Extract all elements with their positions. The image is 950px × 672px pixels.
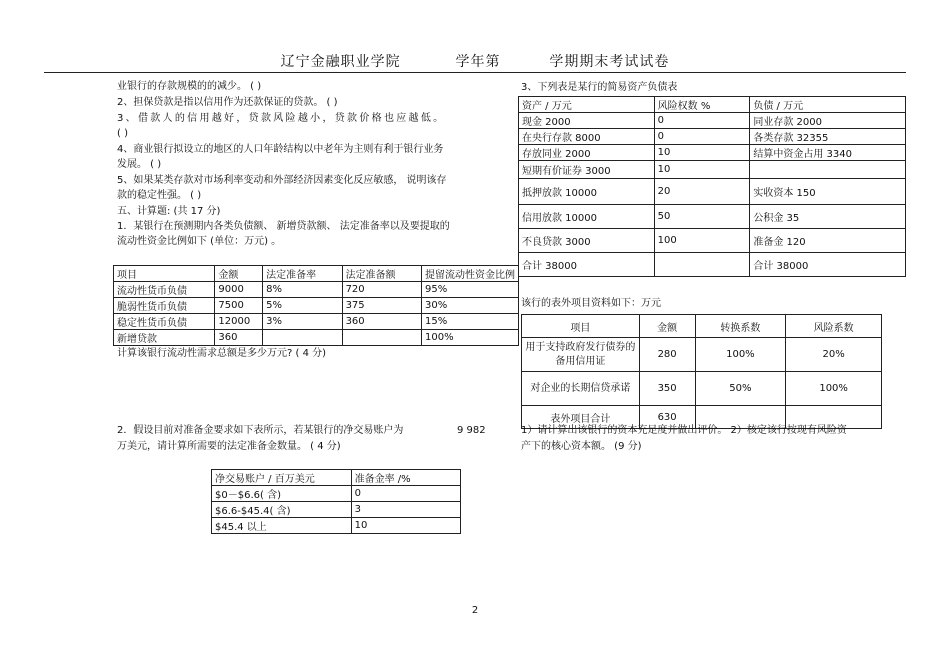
table-cell: 表外项目合计 bbox=[522, 406, 640, 429]
table-cell: 8% bbox=[263, 282, 342, 298]
section-title: 五、计算题: (共 17 分) bbox=[117, 206, 221, 217]
text-line: 业银行的存款规模的的减少。 ( ) bbox=[117, 81, 262, 92]
header-cell: 资产 / 万元 bbox=[519, 97, 655, 113]
table-cell: 720 bbox=[342, 282, 421, 298]
table-cell: 350 bbox=[639, 372, 695, 406]
table-cell: 在央行存款 8000 bbox=[519, 129, 655, 145]
table-cell: 稳定性货币负债 bbox=[114, 314, 215, 330]
table-cell: 9000 bbox=[215, 282, 263, 298]
table-row bbox=[114, 298, 519, 314]
table-cell: 0 bbox=[654, 129, 750, 145]
table-row bbox=[114, 330, 519, 346]
header-cell: 法定准备率 bbox=[263, 266, 342, 282]
table-cell: 合计 38000 bbox=[750, 253, 906, 277]
balance-sheet-table bbox=[518, 96, 906, 277]
table-row bbox=[212, 518, 461, 534]
table-cell: 结算中资金占用 3340 bbox=[750, 145, 906, 161]
header-cell: 金额 bbox=[215, 266, 263, 282]
question-amount: 9 982 bbox=[457, 425, 486, 436]
table-cell: 新增贷款 bbox=[114, 330, 215, 346]
table-row bbox=[519, 253, 906, 277]
table-cell: 95% bbox=[421, 282, 518, 298]
table-row bbox=[212, 486, 461, 502]
table-row bbox=[522, 338, 882, 372]
table-header-row bbox=[519, 97, 906, 113]
header-cell: 转换系数 bbox=[695, 315, 786, 338]
table-header-row bbox=[522, 315, 882, 338]
table-row bbox=[519, 229, 906, 253]
table-cell: 0 bbox=[351, 486, 460, 502]
table-row bbox=[519, 113, 906, 129]
table-cell bbox=[654, 253, 750, 277]
table-cell: 12000 bbox=[215, 314, 263, 330]
table-row bbox=[519, 129, 906, 145]
table-cell: 50% bbox=[695, 372, 786, 406]
table-cell: 用于支持政府发行债券的备用信用证 bbox=[522, 338, 640, 372]
table-cell: $6.6-$45.4( 含) bbox=[212, 502, 352, 518]
table-cell: 10 bbox=[654, 145, 750, 161]
table-cell: 50 bbox=[654, 205, 750, 229]
text-line: 4、商业银行拟设立的地区的人口年龄结构以中老年为主则有利于银行业务 bbox=[117, 144, 444, 155]
table-cell: 各类存款 32355 bbox=[750, 129, 906, 145]
table-cell: 5% bbox=[263, 298, 342, 314]
text-line: 款的稳定性强。 ( ) bbox=[117, 190, 202, 201]
table-cell: 100 bbox=[654, 229, 750, 253]
table-row bbox=[519, 161, 906, 179]
table-row bbox=[212, 502, 461, 518]
text-line: 2、担保贷款是指以信用作为还款保证的贷款。 ( ) bbox=[117, 97, 338, 108]
table-row bbox=[114, 282, 519, 298]
table-cell bbox=[750, 161, 906, 179]
question-text: 万美元，请计算所需要的法定准备金数量。 ( 4 分) bbox=[117, 441, 341, 452]
table-header-row bbox=[114, 266, 519, 282]
header-cell: 负债 / 万元 bbox=[750, 97, 906, 113]
table-cell: 20% bbox=[786, 338, 882, 372]
table-cell: $45.4 以上 bbox=[212, 518, 352, 534]
page-number: 2 bbox=[471, 605, 479, 616]
table-cell: $0－$6.6( 含) bbox=[212, 486, 352, 502]
table-cell: 3 bbox=[351, 502, 460, 518]
text-line: 5、如果某类存款对市场利率变动和外部经济因素变化反应敏感， 说明该存 bbox=[117, 175, 447, 186]
text-line: 流动性资金比例如下 (单位：万元) 。 bbox=[117, 236, 282, 247]
exam-term: 学期期末考试试卷 bbox=[549, 54, 670, 70]
table-row bbox=[519, 205, 906, 229]
table-row bbox=[522, 372, 882, 406]
table-cell: 100% bbox=[421, 330, 518, 346]
text-line: 发展。 ( ) bbox=[117, 159, 162, 170]
table-cell: 630 bbox=[639, 406, 695, 429]
table-cell: 信用放款 10000 bbox=[519, 205, 655, 229]
table-cell: 对企业的长期信贷承诺 bbox=[522, 372, 640, 406]
table-cell: 100% bbox=[786, 372, 882, 406]
text-line: ( ) bbox=[117, 128, 128, 139]
header-cell: 法定准备额 bbox=[342, 266, 421, 282]
table-cell bbox=[342, 330, 421, 346]
header-cell: 项目 bbox=[114, 266, 215, 282]
table-cell: 375 bbox=[342, 298, 421, 314]
header-cell: 准备金率 /% bbox=[351, 470, 460, 486]
header-cell: 项目 bbox=[522, 315, 640, 338]
table-cell: 实收资本 150 bbox=[750, 179, 906, 205]
table-cell: 脆弱性货币负债 bbox=[114, 298, 215, 314]
table-cell: 3% bbox=[263, 314, 342, 330]
question-text: 2．假设目前对准备金要求如下表所示，若某银行的净交易账户为 bbox=[117, 425, 404, 436]
header-cell: 金额 bbox=[639, 315, 695, 338]
table-cell: 10 bbox=[654, 161, 750, 179]
table-row bbox=[519, 179, 906, 205]
table-cell bbox=[263, 330, 342, 346]
table-cell: 20 bbox=[654, 179, 750, 205]
table-row bbox=[114, 314, 519, 330]
table-cell: 280 bbox=[639, 338, 695, 372]
table-cell: 同业存款 2000 bbox=[750, 113, 906, 129]
table-header-row bbox=[212, 470, 461, 486]
text-line: 1．某银行在预测期内各类负债额、 新增贷款额、 法定准备率以及要提取的 bbox=[117, 221, 450, 232]
table-cell: 30% bbox=[421, 298, 518, 314]
off-balance-table bbox=[521, 314, 882, 429]
table-cell: 流动性货币负债 bbox=[114, 282, 215, 298]
table-cell: 不良贷款 3000 bbox=[519, 229, 655, 253]
exam-header bbox=[0, 51, 950, 71]
header-rule bbox=[44, 72, 906, 73]
question-text: 1）请计算出该银行的资本充足度并做出评价。 2）核定该行按现有风险资 bbox=[521, 425, 847, 436]
school-name: 辽宁金融职业学院 bbox=[280, 54, 401, 70]
table-cell: 100% bbox=[695, 338, 786, 372]
table-cell: 15% bbox=[421, 314, 518, 330]
header-cell: 净交易账户 / 百万美元 bbox=[212, 470, 352, 486]
table-cell: 7500 bbox=[215, 298, 263, 314]
table-cell: 短期有价证券 3000 bbox=[519, 161, 655, 179]
section-subtitle: 该行的表外项目资料如下：万元 bbox=[521, 298, 661, 309]
table-cell: 合计 38000 bbox=[519, 253, 655, 277]
question-title: 3、下列表是某行的简易资产负债表 bbox=[521, 82, 678, 93]
table-cell: 存放同业 2000 bbox=[519, 145, 655, 161]
header-cell: 提留流动性资金比例 bbox=[421, 266, 518, 282]
table-cell: 准备金 120 bbox=[750, 229, 906, 253]
table-cell: 0 bbox=[654, 113, 750, 129]
question-text: 计算该银行流动性需求总额是多少万元? ( 4 分) bbox=[117, 348, 327, 359]
table-cell: 360 bbox=[342, 314, 421, 330]
liquidity-table bbox=[113, 265, 519, 346]
table-cell: 10 bbox=[351, 518, 460, 534]
table-cell: 现金 2000 bbox=[519, 113, 655, 129]
table-cell: 抵押放款 10000 bbox=[519, 179, 655, 205]
table-row bbox=[519, 145, 906, 161]
header-cell: 风险权数 % bbox=[654, 97, 750, 113]
header-cell: 风险系数 bbox=[786, 315, 882, 338]
reserve-table bbox=[211, 469, 461, 534]
text-line: 3、借款人的信用越好，贷款风险越小，贷款价格也应越低。 bbox=[117, 113, 446, 124]
table-cell: 公积金 35 bbox=[750, 205, 906, 229]
table-cell: 360 bbox=[215, 330, 263, 346]
question-text: 产下的核心资本额。 (9 分) bbox=[521, 441, 642, 452]
school-year: 学年第 bbox=[455, 54, 501, 70]
